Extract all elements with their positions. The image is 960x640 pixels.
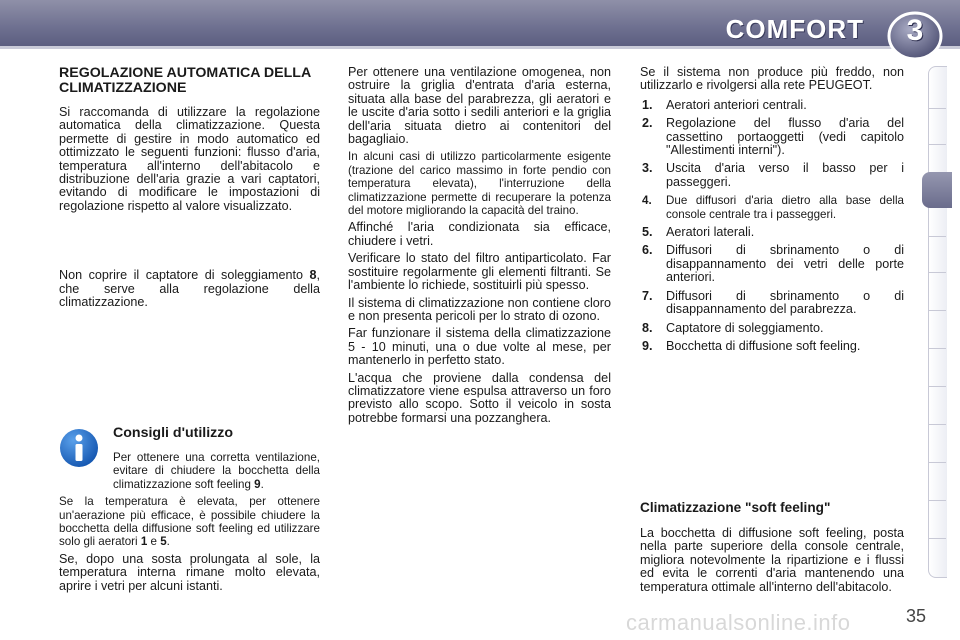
soft-feeling-section	[640, 500, 904, 594]
reference-number: 9	[254, 477, 261, 491]
active-chapter-tab[interactable]	[922, 172, 952, 208]
legend-list	[640, 99, 904, 354]
watermark: carmanualsonline.info	[626, 610, 851, 635]
left-column	[59, 66, 320, 313]
paragraph: Si raccomanda di utilizzare la regolazione automatica della climatizzazione. Questa permette di gestire in modo automatico ed ottimizzato le seguenti funzioni: flusso d'aria, temperatura all'interno dell'abitacolo e distribuzione dell'aria grazie a vari captatori, evitando di modificare le impostazioni di regolazione rispetto al valore visualizzato.	[59, 105, 320, 213]
tab-divider	[929, 538, 946, 539]
list-item: 4. Due diffusori d'aria dietro alla base della console centrale tra i passeggeri.	[642, 194, 904, 221]
tab-divider	[929, 348, 946, 349]
right-column	[640, 66, 904, 358]
chapter-number: 3	[906, 14, 924, 47]
tab-divider	[929, 272, 946, 273]
paragraph: Far funzionare il sistema della climatizzazione 5 - 10 minuti, una o due volte al mese, per mantenerlo in perfetto stato.	[348, 326, 611, 368]
list-item: 9. Bocchetta di diffusione soft feeling.	[642, 338, 861, 353]
tab-divider	[929, 108, 946, 109]
paragraph: Per ottenere una ventilazione omogenea, non ostruire la griglia d'entrata d'aria esterna, situata alla base del parabrezza, gli aeratori e le uscite d'aria sotto i sedili anteriori e la griglia dell'aria situata dietro ai contenitori del bagagliaio.	[348, 65, 611, 147]
list-item: 2. Regolazione del flusso d'aria del cassettino portaoggetti (vedi capitolo "Allestimenti interni").	[642, 116, 904, 158]
paragraph: Se la temperatura è elevata, per ottenere un'aerazione più efficace, è possibile chiudere la bocchetta della diffusione soft feeling ed utilizzare solo gli aeratori 1 e 5.	[59, 495, 320, 549]
page-number: 35	[906, 606, 927, 626]
paragraph: Affinché l'aria condizionata sia efficace, chiudere i vetri.	[348, 220, 611, 248]
chapter-tab-strip	[928, 66, 947, 578]
list-item: 3. Uscita d'aria verso il basso per i passeggeri.	[642, 161, 904, 189]
section-title: Climatizzazione "soft feeling"	[640, 500, 831, 515]
tab-divider	[929, 424, 946, 425]
paragraph: Il sistema di climatizzazione non contiene cloro e non presenta pericoli per lo strato di ozono.	[348, 295, 611, 323]
paragraph: Per ottenere una corretta ventilazione, evitare di chiudere la bocchetta della climatizzazione soft feeling 9.	[113, 451, 320, 491]
paragraph: Verificare lo stato del filtro antiparticolato. Far sostituire regolarmente gli elementi filtranti. Se l'ambiente lo richiede, sostituirli più spesso.	[348, 251, 611, 293]
header-divider	[0, 46, 960, 49]
tab-divider	[929, 500, 946, 501]
tab-divider	[929, 310, 946, 311]
tab-divider	[929, 386, 946, 387]
section-title: REGOLAZIONE AUTOMATICA DELLA CLIMATIZZAZIONE	[59, 65, 311, 96]
tab-divider	[929, 144, 946, 145]
tips-title: Consigli d'utilizzo	[113, 425, 234, 441]
list-item: 5. Aeratori laterali.	[642, 225, 755, 240]
list-item: 8. Captatore di soleggiamento.	[642, 320, 824, 335]
middle-column	[348, 66, 611, 429]
list-item: 1. Aeratori anteriori centrali.	[642, 97, 807, 112]
reference-number: 8	[309, 268, 317, 283]
tab-divider	[929, 236, 946, 237]
paragraph: Non coprire il captatore di soleggiamento 8, che serve alla regolazione della climatizzazione.	[59, 268, 320, 310]
list-item: 7. Diffusori di sbrinamento o di disappannamento del parabrezza.	[642, 288, 904, 317]
list-item: 6. Diffusori di sbrinamento o di disappannamento dei vetri delle porte anteriori.	[642, 243, 904, 285]
reference-number: 1	[140, 535, 148, 549]
paragraph: Se il sistema non produce più freddo, non utilizzarlo e rivolgersi alla rete PEUGEOT.	[640, 65, 904, 93]
paragraph: L'acqua che proviene dalla condensa del climatizzatore viene espulsa attraverso un foro previsto allo scopo. Sotto il veicolo in sosta potrebbe formarsi una pozzanghera.	[348, 370, 611, 425]
paragraph: Se, dopo una sosta prolungata al sole, la temperatura interna rimane molto elevata, aprire i vetri per alcuni istanti.	[59, 551, 320, 593]
paragraph: La bocchetta di diffusione soft feeling, posta nella parte superiore della console centrale, migliora notevolmente la ripartizione e i flussi ed evita le correnti d'aria mantenendo una temperatura ottimale all'interno dell'abitacolo.	[640, 526, 904, 594]
tips-box	[59, 424, 320, 597]
paragraph: In alcuni casi di utilizzo particolarmente esigente (trazione del carico massimo in forte pendio con temperatura elevata), l'interruzione della climatizzazione permette di recuperare la potenza del motore migliorando la capacità del traino.	[348, 150, 611, 218]
tab-divider	[929, 462, 946, 463]
reference-number: 5	[160, 535, 167, 549]
chapter-title: COMFORT	[725, 14, 864, 44]
